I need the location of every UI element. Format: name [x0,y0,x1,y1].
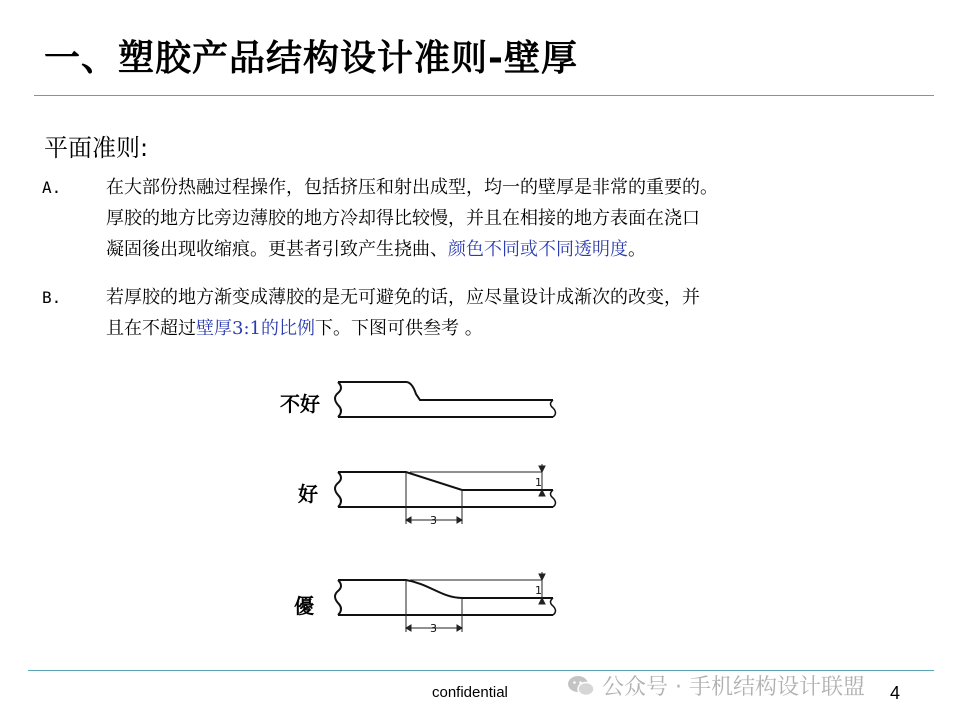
dim-label-1-best: 1 [535,584,542,597]
list-item-a [42,172,936,265]
item-b-highlight: 壁厚3:1的比例 [196,318,315,339]
list-item-b [42,282,936,344]
list-marker-a: A. [42,178,62,197]
item-b-line-2-pre: 且在不超过 [106,318,196,339]
profile-linear-taper [335,472,556,507]
wall-thickness-figure [270,372,570,646]
label-good: 好 [298,482,318,506]
dim-label-1-good: 1 [535,476,542,489]
watermark-text: 公众号 · 手机结构设计联盟 [602,675,865,700]
label-bad: 不好 [280,392,320,416]
item-b-line-2-post: 下。下图可供叁考 。 [314,318,483,339]
watermark [566,670,865,701]
profile-curved-taper [335,580,556,615]
item-b-line-2 [106,313,936,344]
list-marker-b: B. [42,288,62,307]
item-b-line-1: 若厚胶的地方渐变成薄胶的是无可避免的话，应尽量设计成渐次的改变，并 [106,287,700,308]
item-a-line-3 [106,234,936,265]
label-best: 優 [294,594,314,618]
profile-abrupt-step [335,382,556,417]
item-a-line-1: 在大部份热融过程操作，包括挤压和射出成型，均一的壁厚是非常的重要的。 [106,177,718,198]
page-number: 4 [890,683,901,703]
item-a-highlight: 颜色不同或不同透明度 [448,239,628,260]
footer-confidential: confidential [432,684,508,701]
dim-label-3-best: 3 [430,622,437,635]
item-a-line-3-text: 凝固後出现收缩痕。更甚者引致产生挠曲、 [106,239,448,260]
wechat-icon [566,674,596,698]
item-a-line-2: 厚胶的地方比旁边薄胶的地方冷却得比较慢，并且在相接的地方表面在浇口 [106,208,700,229]
title-divider [34,95,934,96]
section-heading: 平面准则: [44,134,149,162]
dim-1-good [410,464,542,490]
dim-label-3-good: 3 [430,514,437,527]
dim-1-best [410,572,542,598]
slide-title: 一、塑胶产品结构设计准则-壁厚 [44,38,578,79]
item-a-tail: 。 [628,239,646,260]
